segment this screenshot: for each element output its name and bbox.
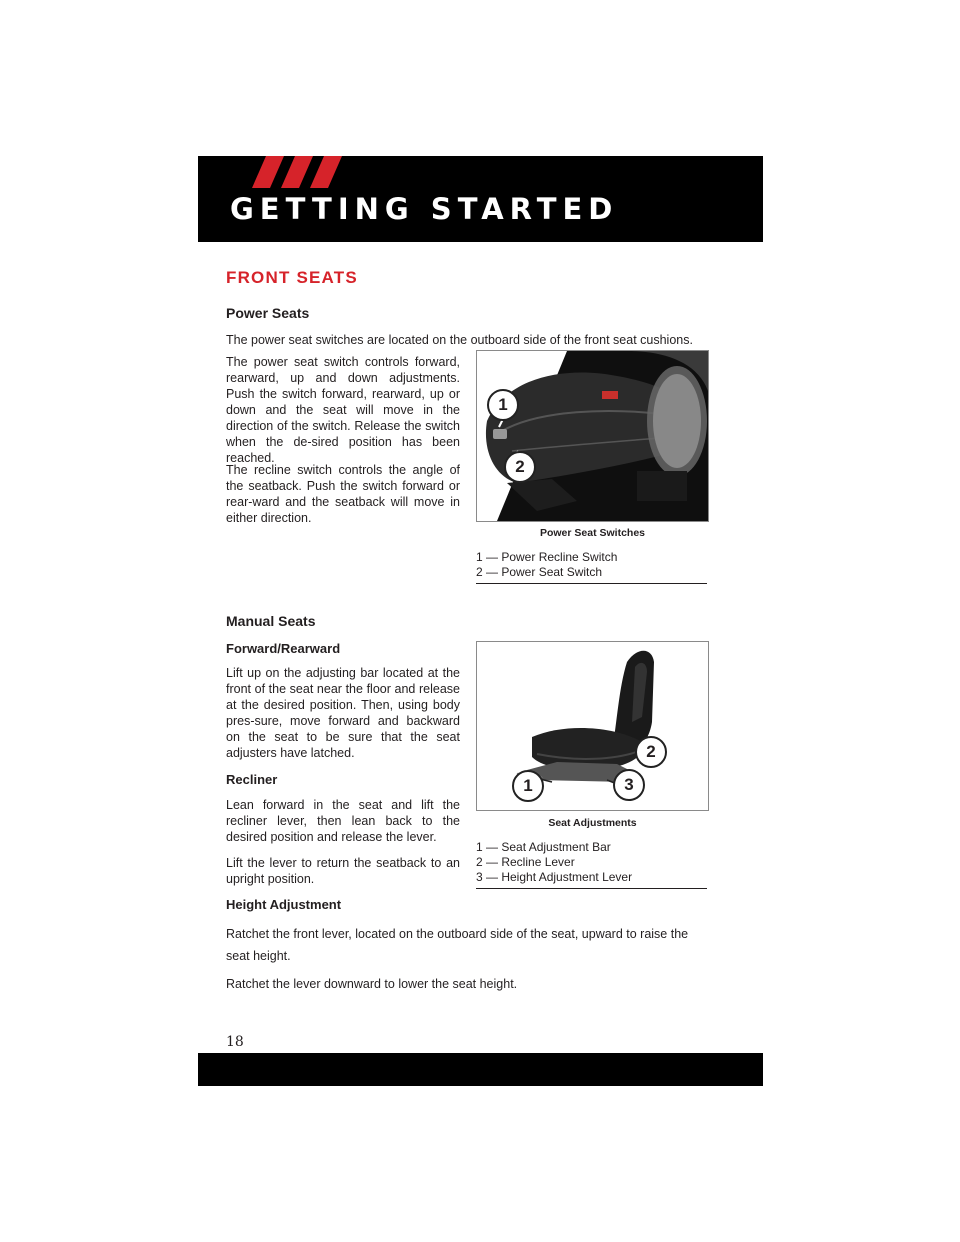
forward-rearward-text: Lift up on the adjusting bar located at the front of the seat near the floor and release at the desired position. Then, using body pres-sure, move forward and backward on the seat to be sure that the seat adjusters have latched. (226, 666, 460, 760)
legend-item: 2 — Power Seat Switch (476, 565, 603, 579)
manual-seats-heading: Manual Seats (226, 613, 316, 629)
recliner-text-2: Lift the lever to return the seatback to an upright position. (226, 856, 460, 886)
page-number: 18 (226, 1034, 244, 1050)
seat-adjustments-figure (476, 641, 709, 811)
section-title: FRONT SEATS (226, 268, 358, 287)
callout-1: 1 (487, 389, 519, 421)
callout-3: 3 (613, 769, 645, 801)
height-adjustment-text-2: Ratchet the lever downward to lower the seat height. (226, 977, 518, 991)
height-adjustment-text-1: Ratchet the front lever, located on the outboard side of the seat, upward to raise the seat height. (226, 927, 689, 963)
legend-item: 2 — Recline Lever (476, 855, 575, 869)
recliner-heading: Recliner (226, 772, 278, 787)
power-seats-intro: The power seat switches are located on the outboard side of the front seat cushions. (226, 333, 693, 347)
chapter-title: GETTING STARTED (230, 192, 619, 226)
footer-bar (198, 1053, 763, 1086)
legend-item: 3 — Height Adjustment Lever (476, 870, 633, 884)
forward-rearward-heading: Forward/Rearward (226, 641, 341, 656)
power-seat-legend (476, 550, 707, 584)
power-seats-para-1: The power seat switch controls forward, rearward, up and down adjustments. Push the switch forward, rearward, up or down and the seat will move in the direction of the switch. Release the switch when the de-sired position has been reached. (226, 355, 460, 465)
callout-2: 2 (635, 736, 667, 768)
legend-item: 1 — Seat Adjustment Bar (476, 840, 611, 854)
power-seat-illustration (477, 351, 708, 521)
legend-item: 1 — Power Recline Switch (476, 550, 618, 564)
seat-adjustments-legend (476, 840, 707, 889)
power-seats-heading: Power Seats (226, 305, 310, 321)
power-seat-figure-caption: Power Seat Switches (539, 527, 646, 539)
height-adjustment-heading: Height Adjustment (226, 897, 342, 912)
brand-stripes-icon (252, 156, 342, 188)
callout-2: 2 (504, 451, 536, 483)
seat-adjustments-caption: Seat Adjustments (548, 817, 637, 829)
callout-1: 1 (512, 770, 544, 802)
recliner-text-1: Lean forward in the seat and lift the recliner lever, then lean back to the desired position and release the lever. (226, 798, 460, 844)
power-seats-para-2: The recline switch controls the angle of the seatback. Push the switch forward or rear-ward and the seatback will move in either direction. (226, 463, 460, 525)
power-seat-switches-figure (476, 350, 709, 522)
